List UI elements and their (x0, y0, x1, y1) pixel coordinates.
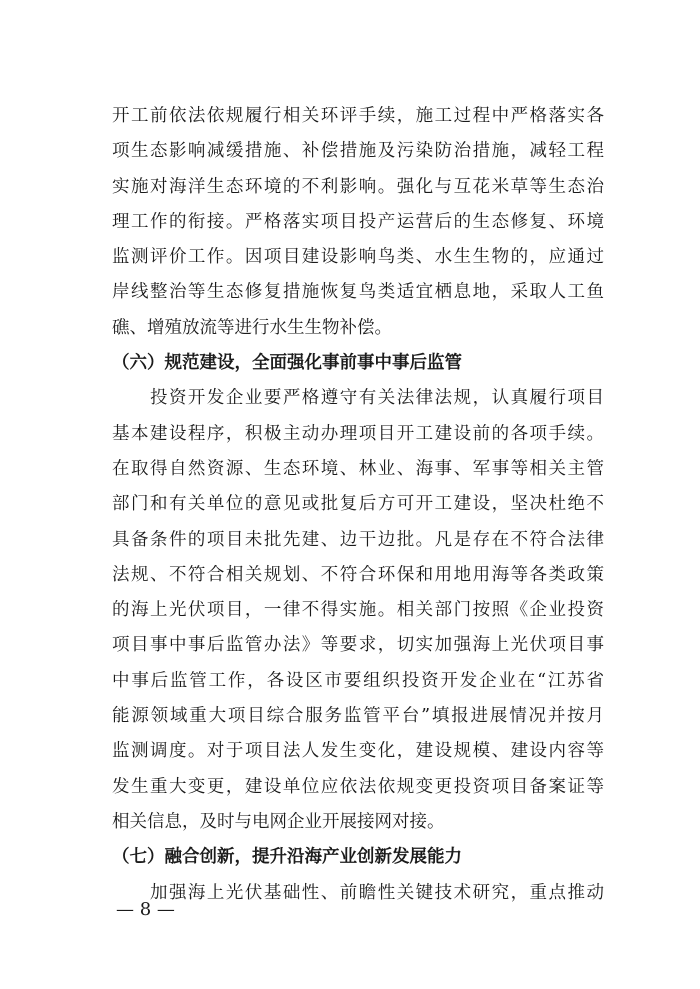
text-line: 相关信息，及时与电网企业开展接网对接。 (112, 811, 445, 832)
section-heading-7: （七）融合创新，提升沿海产业创新发展能力 (112, 847, 462, 868)
text-line: 监测评价工作。因项目建设影响鸟类、水生生物的，应通过 (112, 247, 604, 268)
text-line: 加强海上光伏基础性、前瞻性关键技术研究，重点推动 (112, 882, 604, 903)
text-line: 发生重大变更，建设单位应依法依规变更投资项目备案证等 (112, 776, 604, 797)
text-line: 部门和有关单位的意见或批复后方可开工建设，坚决杜绝不 (112, 494, 604, 515)
text-line: 礁、增殖放流等进行水生生物补偿。 (112, 317, 392, 338)
document-body (112, 99, 604, 911)
text-line: 理工作的衔接。严格落实项目投产运营后的生态修复、环境 (112, 211, 604, 232)
text-line: 具备条件的项目未批先建、边干边批。凡是存在不符合法律 (112, 529, 604, 550)
text-line: 岸线整治等生态修复措施恢复鸟类适宜栖息地，采取人工鱼 (112, 282, 604, 303)
text-line: 实施对海洋生态环境的不利影响。强化与互花米草等生态治 (112, 176, 604, 197)
text-line: 在取得自然资源、生态环境、林业、海事、军事等相关主管 (112, 458, 604, 479)
text-line: 的海上光伏项目，一律不得实施。相关部门按照《企业投资 (112, 600, 604, 621)
text-line: 中事后监管工作，各设区市要组织投资开发企业在“江苏省 (112, 670, 604, 691)
text-line: 能源领域重大项目综合服务监管平台”填报进展情况并按月 (112, 706, 604, 727)
text-line: 项目事中事后监管办法》等要求，切实加强海上光伏项目事 (112, 635, 604, 656)
text-line: 基本建设程序，积极主动办理项目开工建设前的各项手续。 (112, 423, 604, 444)
text-line: 投资开发企业要严格遵守有关法律法规，认真履行项目 (112, 388, 604, 409)
text-line: 法规、不符合相关规划、不符合环保和用地用海等各类政策 (112, 564, 604, 585)
text-line: 监测调度。对于项目法人发生变化，建设规模、建设内容等 (112, 741, 604, 762)
section-heading-6: （六）规范建设，全面强化事前事中事后监管 (112, 353, 462, 374)
page-number: — 8 — (116, 899, 175, 920)
text-line: 开工前依法依规履行相关环评手续，施工过程中严格落实各 (112, 106, 604, 126)
text-line: 项生态影响减缓措施、补偿措施及污染防治措施，减轻工程 (112, 141, 604, 162)
